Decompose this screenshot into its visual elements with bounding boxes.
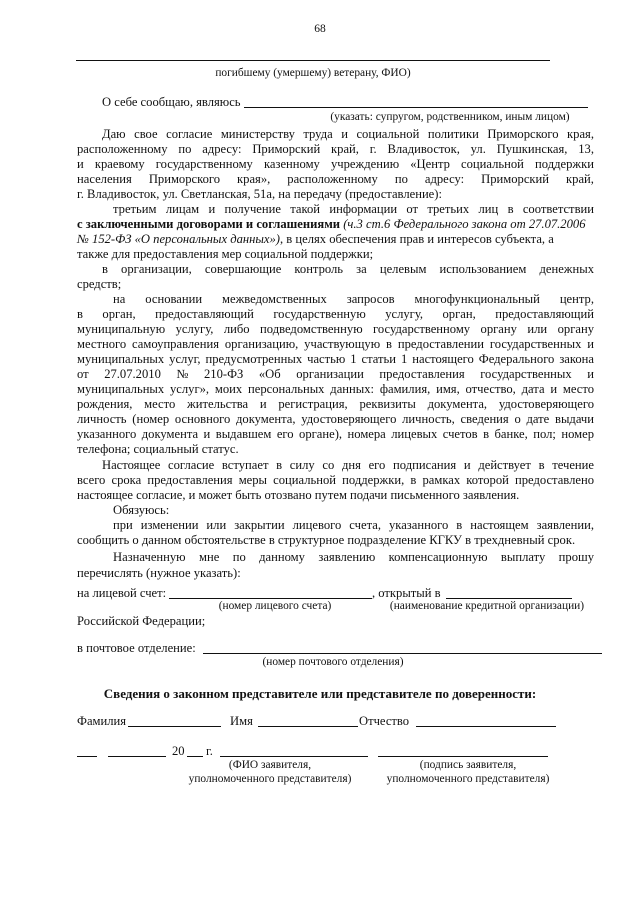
account-opened-label: , открытый в xyxy=(372,586,441,600)
patronymic-field[interactable] xyxy=(416,726,556,727)
year-prefix: 20 xyxy=(172,744,185,758)
consent-word: расположенному xyxy=(287,172,378,186)
basis-word: межведомственных xyxy=(222,292,327,306)
basis-word: запросов xyxy=(346,292,395,306)
control-line-1: в организации, совершающие контроль за целевым использованием денежных xyxy=(102,262,594,276)
third-law-name: № 152-ФЗ «О персональных данных») xyxy=(77,232,280,246)
consent-line-4 xyxy=(77,172,594,187)
fio-caption-1: (ФИО заявителя, xyxy=(228,759,312,771)
basis-line-11: телефона; социальный статус. xyxy=(77,442,239,456)
self-label: О себе сообщаю, являюсь xyxy=(102,95,241,109)
surname-label: Фамилия xyxy=(77,714,127,728)
basis-line-9: личность (номер основного документа, удостоверяющего личность, сведения о дате выдачи xyxy=(77,412,594,426)
account-caption: (номер лицевого счета) xyxy=(218,600,332,612)
consent-word: по xyxy=(394,172,408,186)
basis-word: 210-ФЗ xyxy=(203,367,244,381)
basis-word: государственных xyxy=(480,367,572,381)
basis-line-1 xyxy=(113,292,594,307)
veteran-caption: погибшему (умершему) ветерану, ФИО) xyxy=(215,67,411,79)
obligation-title: Обязуюсь: xyxy=(113,503,170,517)
consent-word: край, xyxy=(566,172,594,186)
validity-line-3: настоящее согласие, и может быть отозвано путем подачи письменного заявления. xyxy=(77,488,520,502)
basis-line-2 xyxy=(77,307,594,322)
third-line-3 xyxy=(77,232,594,247)
month-field[interactable] xyxy=(108,756,166,757)
third-purpose: , в целях обеспечения прав и интересов субъекта, а xyxy=(279,232,554,246)
name-field[interactable] xyxy=(258,726,358,727)
basis-word: предоставления xyxy=(379,367,465,381)
post-label: в почтовое отделение: xyxy=(77,641,196,655)
basis-word: основании xyxy=(145,292,203,306)
third-line-4: также для предоставления мер социальной поддержки; xyxy=(77,247,374,261)
basis-word: государственную xyxy=(273,307,366,321)
validity-line-2: всего срока предоставления меры социальной поддержки, в рамках которой предоставлено xyxy=(77,473,594,487)
applicant-name-field[interactable] xyxy=(220,756,368,757)
fio-caption-2: уполномоченного представителя) xyxy=(188,773,352,785)
consent-line-2: расположенному по адресу: Приморский край, г. Владивосток, ул. Пушкинская, 13, xyxy=(77,142,594,156)
basis-line-3: муниципальную услугу, либо подведомственную государственному органу или органу xyxy=(77,322,594,336)
validity-line-1: Настоящее согласие вступает в силу со дня его подписания и действует в течение xyxy=(102,458,594,472)
basis-line-6 xyxy=(77,367,594,382)
basis-word: и xyxy=(587,367,594,381)
self-caption: (указать: супругом, родственником, иным лицом) xyxy=(330,111,570,123)
payment-line-2: перечислять (нужное указать): xyxy=(77,566,241,580)
account-country: Российской Федерации; xyxy=(77,614,206,628)
consent-line-3: и краевому государственному казенному учреждению «Центр социальной поддержки xyxy=(77,157,594,171)
third-law-ref: (ч.3 ст.6 Федерального закона от 27.07.2006 xyxy=(340,217,586,231)
basis-word: многофункциональный xyxy=(414,292,540,306)
basis-word: орган, xyxy=(102,307,136,321)
year-field[interactable] xyxy=(187,756,203,757)
third-line-2 xyxy=(77,217,594,232)
day-field[interactable] xyxy=(77,756,97,757)
basis-word: организации xyxy=(296,367,364,381)
year-suffix: г. xyxy=(206,744,213,758)
basis-line-7: муниципальных услуг», моих персональных данных: фамилия, имя, отчество, дата и место xyxy=(77,382,594,396)
third-agreements: с заключенными договорами и соглашениями xyxy=(77,217,341,231)
basis-word: № xyxy=(176,367,189,381)
applicant-signature-field[interactable] xyxy=(378,756,548,757)
consent-word: населения xyxy=(77,172,132,186)
self-relation-line xyxy=(244,107,588,108)
basis-word: от xyxy=(77,367,89,381)
obligation-line-2: сообщить о данном обстоятельстве в структурное подразделение КГКУ в трехдневный срок. xyxy=(77,533,576,547)
basis-word: центр, xyxy=(559,292,594,306)
basis-line-8: рождения, место жительства и регистрация, реквизиты документа, удостоверяющего xyxy=(77,397,594,411)
bank-caption: (наименование кредитной организации) xyxy=(389,600,585,612)
post-office-field[interactable] xyxy=(203,653,602,654)
account-label: на лицевой счет: xyxy=(77,586,167,600)
basis-word: 27.07.2010 xyxy=(104,367,161,381)
sign-caption-1: (подпись заявителя, xyxy=(419,759,517,771)
obligation-line-1: при изменении или закрытии лицевого счета, указанного в настоящем заявлении, xyxy=(113,518,594,532)
name-label: Имя xyxy=(230,714,253,728)
basis-word: орган, xyxy=(442,307,476,321)
consent-word: Приморского xyxy=(148,172,221,186)
basis-word: на xyxy=(113,292,126,306)
consent-line-1: Даю свое согласие министерству труда и социальной политики Приморского края, xyxy=(102,127,594,141)
consent-word: Приморский xyxy=(481,172,550,186)
consent-word: адресу: xyxy=(424,172,465,186)
basis-word: предоставляющий xyxy=(495,307,594,321)
basis-word: в xyxy=(77,307,83,321)
basis-line-5: муниципальных услуг, предусмотренных частью 1 статьи 1 настоящего Федерального закона xyxy=(77,352,594,366)
representative-title: Сведения о законном представителе или представителе по доверенности: xyxy=(103,686,537,701)
surname-field[interactable] xyxy=(128,726,221,727)
payment-line-1: Назначенную мне по данному заявлению компенсационную выплату прошу xyxy=(113,550,594,564)
basis-word: услугу, xyxy=(385,307,424,321)
veteran-name-line xyxy=(76,60,550,61)
basis-word: «Об xyxy=(258,367,281,381)
consent-line-5: г. Владивосток, ул. Светланская, 51а, на передачу (предоставление): xyxy=(77,187,442,201)
basis-line-4: местного самоуправления организацию, участвующую в предоставлении государственных и xyxy=(77,337,594,351)
third-line-1: третьим лицам и получение такой информации от третьих лиц в соответствии xyxy=(113,202,594,216)
sign-caption-2: уполномоченного представителя) xyxy=(386,773,550,785)
page-number: 68 xyxy=(314,23,326,35)
patronymic-label: Отчество xyxy=(359,714,410,728)
control-line-2: средств; xyxy=(77,277,122,291)
post-caption: (номер почтового отделения) xyxy=(262,656,404,668)
consent-word: края», xyxy=(237,172,271,186)
basis-line-10: указанного документа и выдавшем его органе), номера лицевых счетов в банке, пол; номер xyxy=(77,427,594,441)
basis-word: предоставляющий xyxy=(155,307,254,321)
